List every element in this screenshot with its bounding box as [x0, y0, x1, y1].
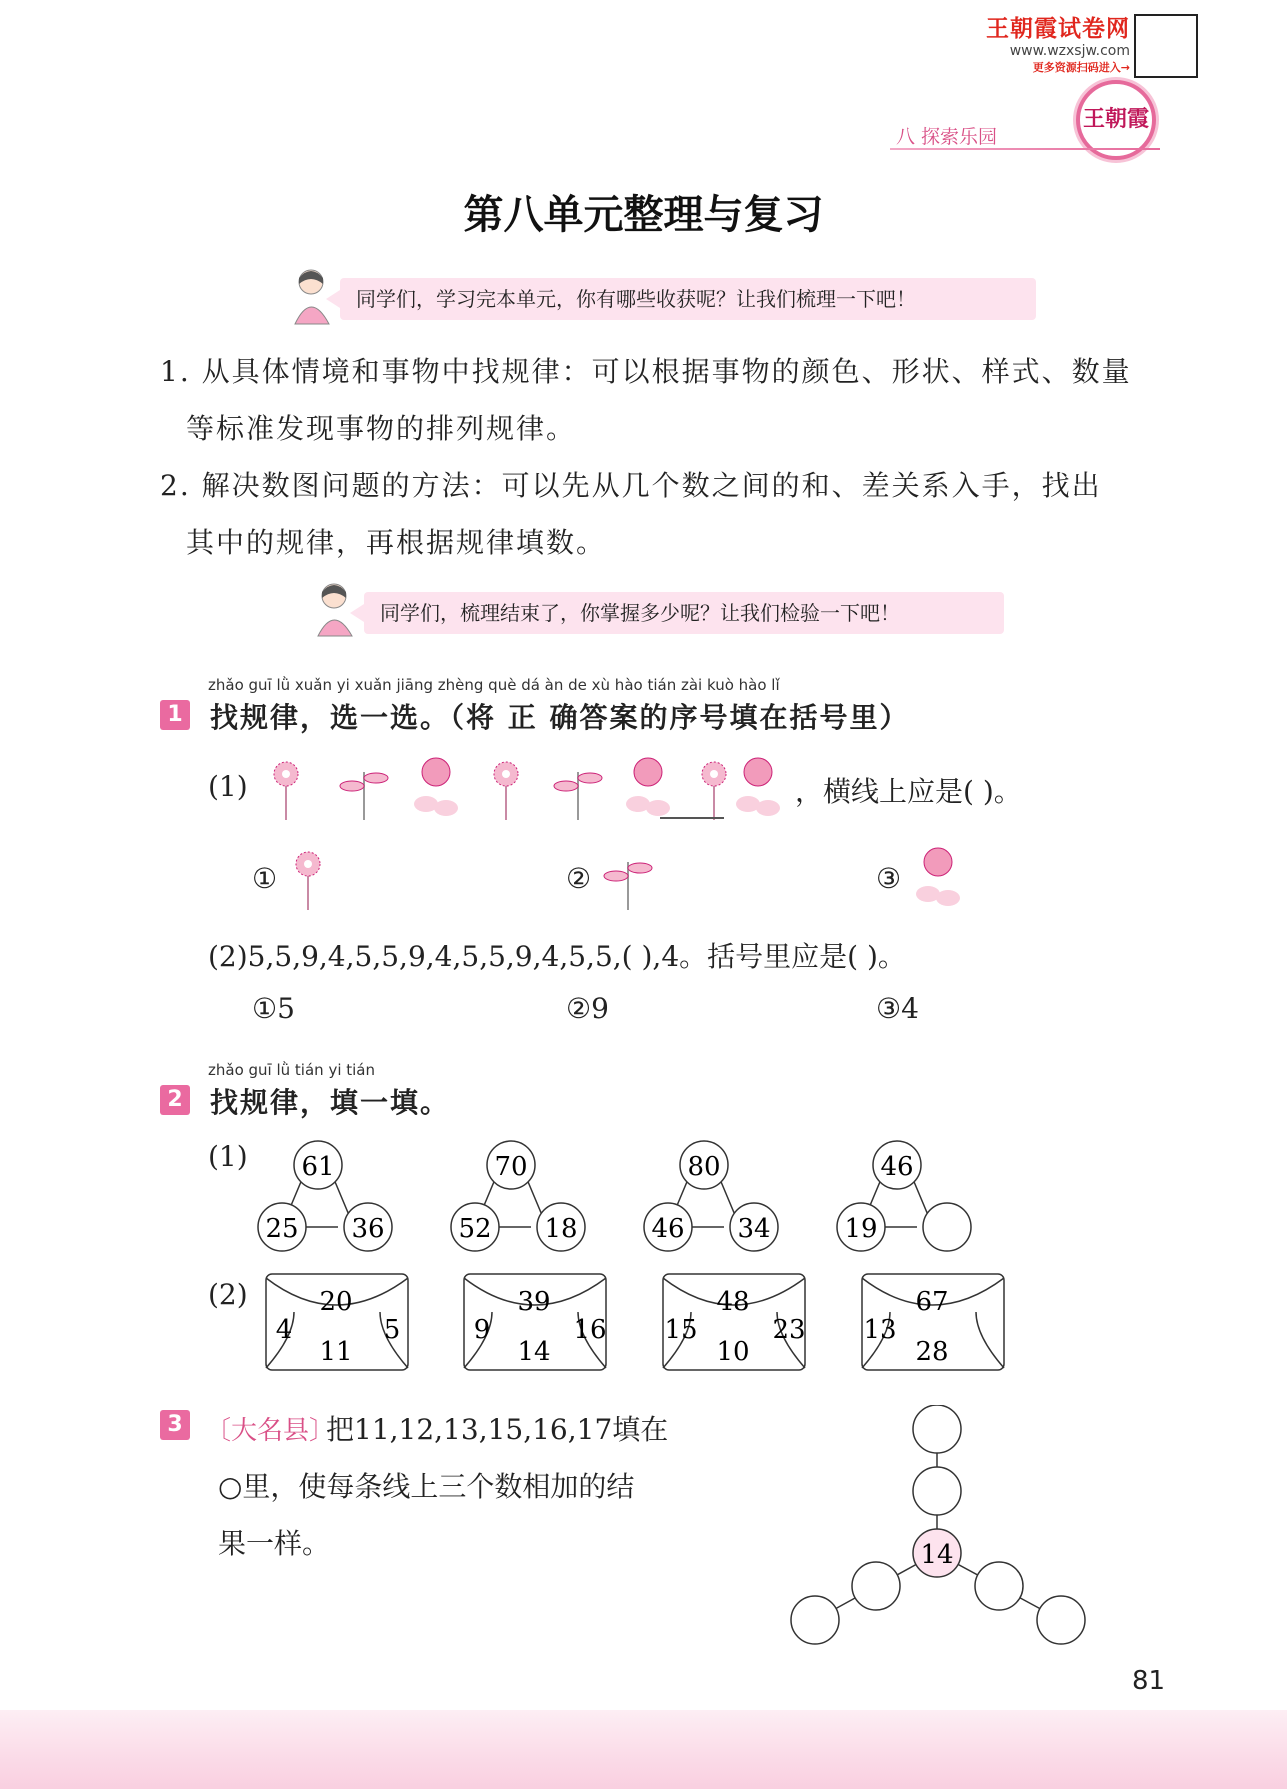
q2-pinyin: zhǎo guī lǜ tián yi tián [208, 1061, 375, 1079]
flower-icon [286, 842, 330, 912]
page-number: 81 [1132, 1666, 1166, 1696]
seal-text: 王朝霞 [1082, 106, 1149, 132]
q2-number-badge: 2 [160, 1085, 190, 1115]
envelope-left-value: 4 [275, 1315, 293, 1345]
envelope-top-value: 20 [319, 1287, 353, 1317]
triangle-left-value: 46 [651, 1214, 685, 1244]
summary-2-line-2: 其中的规律，再根据规律填数。 [186, 526, 607, 559]
triangle-right-value: 36 [351, 1214, 385, 1244]
number-envelope [464, 1274, 607, 1370]
number-envelope [266, 1274, 408, 1370]
qr-code-icon[interactable] [1134, 14, 1198, 78]
q3-line-1: 把11,12,13,15,16,17填在 [326, 1413, 669, 1446]
flower-icon [702, 762, 726, 820]
q1-part1-suffix: ，横线上应是( )。 [795, 775, 1022, 808]
star-diagram [785, 1405, 1095, 1650]
brand-more: 更多资源扫码进入→ [1032, 61, 1130, 74]
envelope-top-value: 39 [517, 1287, 551, 1317]
rose-icon [910, 842, 970, 912]
answer-circle [1037, 1596, 1085, 1644]
answer-circle [913, 1405, 961, 1453]
tip-bubble-summary: 同学们，学习完本单元，你有哪些收获呢？让我们梳理一下吧！ [340, 278, 1036, 320]
envelope-left-value: 13 [863, 1315, 897, 1345]
triangle-left-value: 52 [458, 1214, 492, 1244]
q1-part2-text: (2)5,5,9,4,5,5,9,4,5,5,9,4,5,5,( ),4。括号里应是( )。 [208, 940, 906, 973]
envelope-bottom-value: 28 [915, 1337, 949, 1367]
envelope-right-value: 16 [573, 1315, 607, 1345]
leaf-icon [340, 772, 388, 820]
q2-part1-label: (1) [208, 1140, 248, 1173]
q2-heading: 找规律，填一填。 [210, 1086, 451, 1119]
q1-part2-option-2[interactable]: ②9 [566, 992, 609, 1025]
leaf-icon [554, 772, 602, 820]
envelope-left-value: 15 [664, 1315, 698, 1345]
envelope-diagrams [264, 1272, 1014, 1372]
q1-option-3[interactable]: ③ [876, 862, 902, 895]
triangle-top-value: 80 [687, 1152, 721, 1182]
q1-pinyin: zhǎo guī lǜ xuǎn yi xuǎn jiāng zhèng què dá àn de xù hào tián zài kuò hào lǐ [208, 676, 780, 694]
number-envelope [663, 1274, 806, 1370]
answer-circle [852, 1562, 900, 1610]
answer-circle [791, 1596, 839, 1644]
triangle-left-value: 25 [265, 1214, 299, 1244]
envelope-bottom-value: 11 [319, 1337, 353, 1367]
envelope-right-value: 23 [772, 1315, 806, 1345]
number-triangle [644, 1141, 778, 1251]
triangle-top-value: 70 [494, 1152, 528, 1182]
rose-icon [730, 752, 790, 824]
q1-part1-label: (1) [208, 770, 248, 803]
number-triangle [837, 1141, 971, 1251]
triangle-right-value: 18 [544, 1214, 578, 1244]
q3-number-badge: 3 [160, 1410, 190, 1440]
envelope-bottom-value: 14 [517, 1337, 551, 1367]
footer-band [0, 1710, 1287, 1789]
brand-url[interactable]: www.wzxsjw.com [1009, 43, 1130, 59]
envelope-left-value: 9 [473, 1315, 491, 1345]
summary-1-line-1: 1. 从具体情境和事物中找规律：可以根据事物的颜色、形状、样式、数量 [160, 355, 1132, 388]
q1-number-badge: 1 [160, 700, 190, 730]
envelope-right-value: 5 [383, 1315, 401, 1345]
q3-line-2: ○里，使每条线上三个数相加的结 [218, 1470, 635, 1503]
triangle-top-value: 46 [880, 1152, 914, 1182]
triangle-left-value: 19 [844, 1214, 878, 1244]
unit-tag: 八 探索乐园 [896, 126, 998, 148]
brand-name: 王朝霞试卷网 [986, 16, 1130, 42]
triangle-top-value: 61 [301, 1152, 335, 1182]
q1-heading: 找规律，选一选。（将 正 确答案的序号填在括号里） [210, 701, 910, 734]
triangle-right-value: 34 [737, 1214, 771, 1244]
flower-icon [494, 762, 518, 820]
triangle-diagrams [250, 1130, 990, 1260]
pattern-sequence [258, 752, 798, 824]
number-envelope [862, 1274, 1004, 1370]
envelope-top-value: 67 [915, 1287, 949, 1317]
page-title: 第八单元整理与复习 [463, 192, 824, 238]
answer-blank-line[interactable] [660, 817, 724, 819]
q1-option-1[interactable]: ① [252, 862, 278, 895]
leaf-icon [600, 842, 656, 912]
triangle-answer-circle [923, 1203, 971, 1251]
q3-line-3: 果一样。 [218, 1527, 331, 1560]
flower-icon [274, 762, 298, 820]
rose-icon [414, 758, 458, 816]
number-triangle [451, 1141, 585, 1251]
rose-icon [626, 758, 670, 816]
envelope-bottom-value: 10 [716, 1337, 750, 1367]
answer-circle [975, 1562, 1023, 1610]
q3-source-tag: 〔大名县〕 [205, 1416, 336, 1446]
center-value: 14 [920, 1540, 954, 1570]
number-triangle [258, 1141, 392, 1251]
q1-option-2[interactable]: ② [566, 862, 592, 895]
unit-divider [890, 148, 1160, 150]
brand-block [962, 10, 1130, 75]
q2-part2-label: (2) [208, 1278, 248, 1311]
answer-circle [913, 1467, 961, 1515]
tip-bubble-check: 同学们，梳理结束了，你掌握多少呢？让我们检验一下吧！ [364, 592, 1004, 634]
q1-part2-option-1[interactable]: ①5 [252, 992, 295, 1025]
summary-2-line-1: 2. 解决数图问题的方法：可以先从几个数之间的和、差关系入手，找出 [160, 469, 1102, 502]
envelope-top-value: 48 [716, 1287, 750, 1317]
q1-part2-option-3[interactable]: ③4 [876, 992, 919, 1025]
summary-1-line-2: 等标准发现事物的排列规律。 [186, 412, 577, 445]
